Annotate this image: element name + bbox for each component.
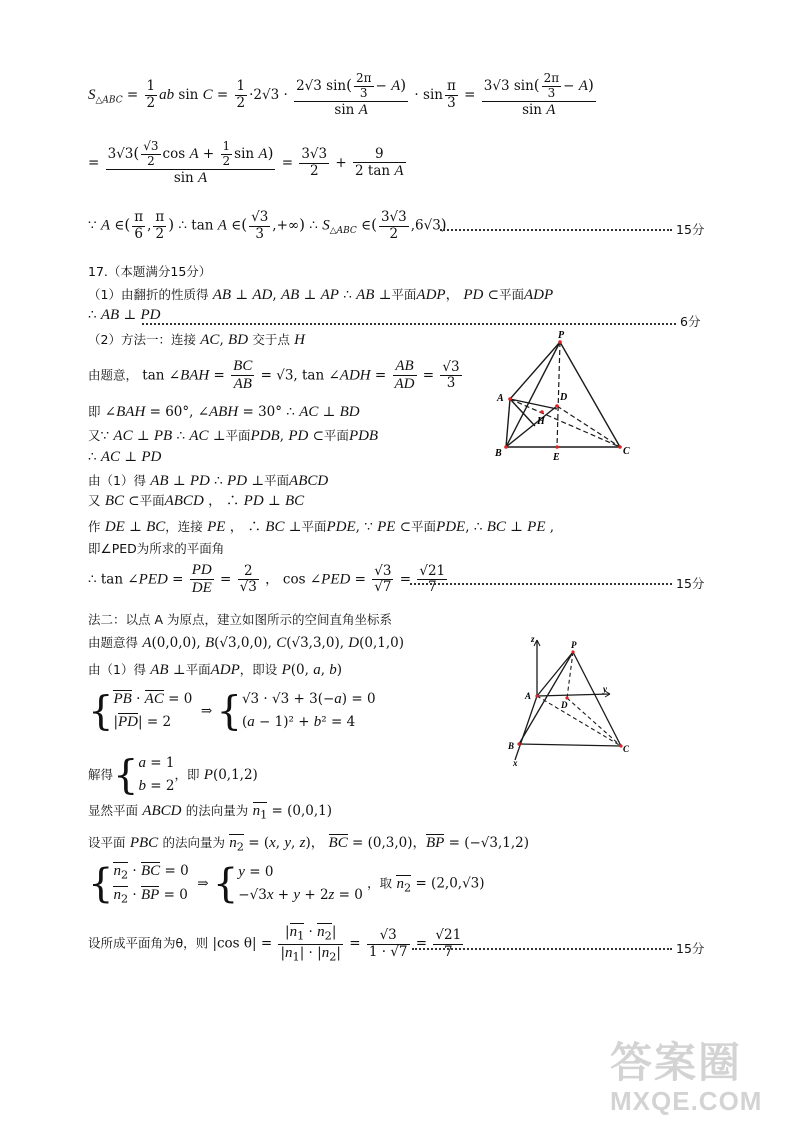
pyramid-figure-1: [490, 328, 640, 466]
score-label: 15分: [676, 941, 705, 956]
dot-leader: [440, 229, 672, 231]
method1-result: ∴ tan ∠PED = $\frac{PD}{DE}$ = $\frac{2}{√3}$ ， cos ∠PED = $\frac{√3}{√7}$ = $\frac{√21}{7}$: [88, 562, 446, 597]
method2-from1: 由（1）得 AB ⊥平面ADP，即设 P(0, a, b): [88, 662, 343, 678]
method1-angle-def: 即∠PED为所求的平面角: [88, 541, 225, 556]
axis-x-label: x: [513, 758, 518, 768]
watermark-logo: [610, 1030, 790, 1120]
dot-leader: [142, 323, 676, 325]
method1-angles: 即 ∠BAH = 60°, ∠ABH = 30° ∴ AC ⊥ BD: [88, 404, 360, 420]
method2-coordinates: 由题意得 A(0,0,0), B(√3,0,0), C(√3,3,0), D(0,1,0): [88, 635, 405, 651]
label-c: C: [623, 446, 630, 457]
method2-system: {PB · AC = 0 |PD| = 2 ⇒ {√3 · √3 + 3(−a) = 0 (a − 1)² + b² = 4: [88, 688, 376, 735]
method1-intro: （2）方法一：连接 AC, BD 交于点 H: [88, 332, 305, 348]
method2-angle: 设所成平面角为θ，则 |cos θ| = $\frac{|n_1 \cdot n_2|}{|n_1| \cdot |n_2|}$ = $\frac{√3}{1 \cdot √7}$ = $\frac{√21}{7}$: [88, 924, 462, 964]
method2-system2: {$n_2$ · BC = 0 $n_2$ · BP = 0 ⇒ {y = 0 −√3x + y + 2z = 0 ，取 $n_2 = (2,0,√3)$: [88, 861, 485, 908]
label-b: B: [495, 448, 502, 459]
dot-leader: [412, 948, 672, 950]
method1-ac-pd: ∴ AC ⊥ PD: [88, 449, 162, 465]
label-e: E: [553, 452, 560, 463]
axis-y-label: y: [603, 684, 607, 694]
dot-leader: [410, 583, 672, 585]
method2-intro: 法二：以点 A 为原点，建立如图所示的空间直角坐标系: [88, 612, 392, 627]
label-b2: B: [508, 741, 515, 751]
method1-draw: 作 DE ⊥ BC，连接 PE ， ∴ BC ⊥平面PDE, ∵ PE ⊂平面PDE, ∴ BC ⊥ PE ,: [88, 519, 555, 535]
label-p2: P: [571, 640, 577, 650]
method2-solve: 解得{a = 1 b = 2，即 P(0,1,2): [88, 752, 258, 799]
method1-also2: 又 BC ⊂平面ABCD ， ∴ PD ⊥ BC: [88, 493, 305, 509]
question-header: 17.（本题满分15分）: [88, 264, 212, 279]
label-d2: D: [561, 700, 568, 710]
axis-z-label: z: [531, 634, 535, 644]
watermark-text-cn: 答案圈: [610, 1038, 743, 1087]
score-label: 15分: [676, 222, 705, 237]
method1-from1: 由（1）得 AB ⊥ PD ∴ PD ⊥平面ABCD: [88, 473, 329, 489]
label-d: D: [560, 392, 568, 403]
coordinate-figure-2: [505, 632, 635, 768]
part1-line: （1）由翻折的性质得 AB ⊥ AD, AB ⊥ AP ∴ AB ⊥平面ADP， PD ⊂平面ADP: [88, 287, 554, 303]
label-a2: A: [525, 691, 532, 701]
area-formula-line1: $S_{\triangle ABC}$ = $\frac{1}{2}$ ab sin C = $\frac{1}{2}$ ·2√3 · 2√3 sin( $\frac{2\pi}{3}$ − A) sin A · sin $\frac{\pi}{3}$ = 3√3 sin( $\frac{2\pi}{3}$ − A) sin A: [88, 71, 594, 118]
label-p: P: [558, 330, 565, 341]
label-a: A: [497, 393, 504, 404]
method1-also: 又∵ AC ⊥ PB ∴ AC ⊥平面PDB, PD ⊂平面PDB: [88, 428, 379, 444]
score-label: 15分: [676, 576, 705, 591]
label-h: H: [537, 416, 545, 427]
method2-normal1: 显然平面 ABCD 的法向量为 $n_1 = (0,0,1)$: [88, 803, 333, 822]
part1-conclusion: ∴ AB ⊥ PD: [88, 307, 161, 323]
label-c2: C: [623, 744, 630, 754]
area-formula-line2: = 3√3( $\frac{√3}{2}$ cos A + $\frac{1}{2}$ sin A) sin A = $\frac{3√3}{2}$ + $\frac{9}{\text{2 tan A}}$: [88, 139, 404, 186]
method1-tan: 由题意， tan ∠BAH = $\frac{BC}{AB}$ = √3, tan ∠ADH = $\frac{AB}{AD}$ = $\frac{√3}{3}$: [88, 358, 460, 393]
method2-normal2: 设平面 PBC 的法向量为 $n_2 = (x$, y, z)， BC = (0,3,0)，BP = (−√3,1,2): [88, 835, 530, 854]
range-line: ∵ A ∈( $\frac{\pi}{6}$ , $\frac{\pi}{2}$ ) ∴ tan A ∈( $\frac{√3}{3}$ ,+∞) ∴ $S_{\triangle ABC}$ ∈( $\frac{3√3}{2}$ ,6√3): [88, 209, 447, 242]
watermark-text-url: MXQE.COM: [610, 1086, 763, 1116]
score6-label: 6分: [680, 314, 701, 329]
